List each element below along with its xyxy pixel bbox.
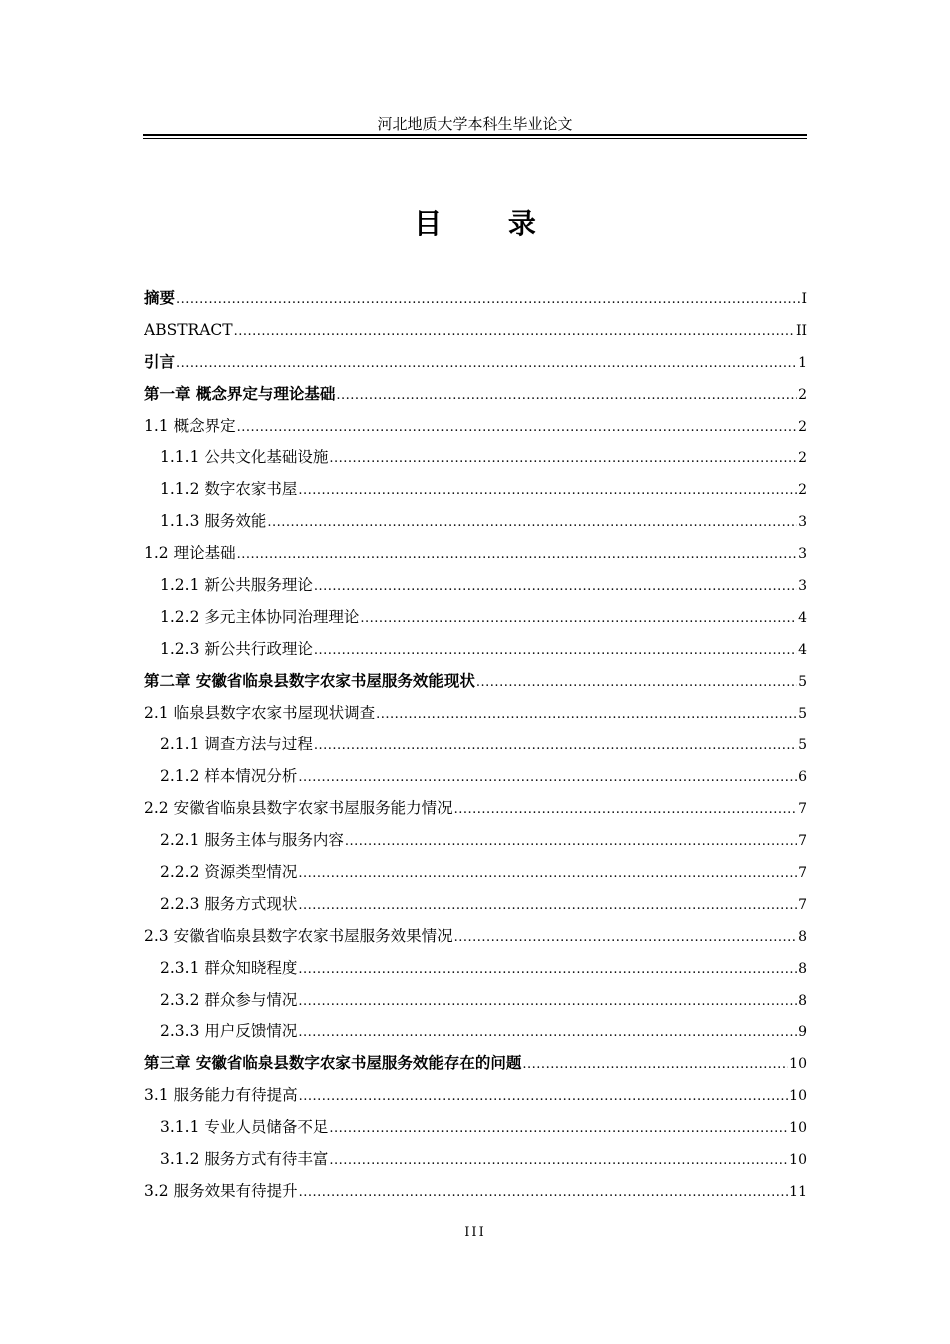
toc-entry-title: 3.2 服务效果有待提升	[144, 1181, 298, 1200]
dot-leader	[298, 986, 797, 1017]
dot-leader	[237, 412, 798, 443]
dot-leader	[298, 858, 797, 889]
toc-entry-title: 1.1.1 公共文化基础设施	[160, 448, 329, 467]
running-header: 河北地质大学本科生毕业论文	[377, 115, 573, 133]
toc-entry[interactable]	[144, 506, 807, 538]
toc-entry-page: 7	[798, 865, 807, 882]
toc-entry-page: 3	[798, 514, 807, 531]
toc-entry-title: 2.3.1 群众知晓程度	[160, 958, 298, 977]
toc-entry[interactable]	[144, 1048, 807, 1080]
toc-entry[interactable]	[144, 985, 807, 1017]
toc-entry-page: 2	[798, 386, 807, 403]
toc-entry[interactable]	[144, 538, 807, 570]
dot-leader	[360, 603, 797, 634]
dot-leader	[298, 475, 797, 506]
toc-entry-page: 7	[798, 833, 807, 850]
toc-entry-title: 2.3 安徽省临泉县数字农家书屋服务效果情况	[144, 926, 453, 945]
dot-leader	[454, 794, 797, 825]
dot-leader	[476, 667, 797, 698]
dot-leader	[329, 1145, 788, 1176]
toc-entry-title: 2.3.3 用户反馈情况	[160, 1022, 298, 1041]
toc-entry-title: 2.2 安徽省临泉县数字农家书屋服务能力情况	[144, 799, 453, 818]
toc-entry-page: 5	[798, 673, 807, 690]
toc-entry[interactable]	[144, 347, 807, 379]
toc-entry[interactable]	[144, 315, 807, 347]
toc-entry-title: 摘要	[144, 289, 176, 307]
toc-entry-title: 1.2 理论基础	[144, 544, 236, 563]
toc-entry[interactable]	[144, 411, 807, 443]
dot-leader	[345, 826, 797, 857]
dot-leader	[298, 890, 797, 921]
toc-entry-page: 7	[798, 801, 807, 818]
toc-entry-page: II	[795, 322, 807, 339]
dot-leader	[329, 1113, 788, 1144]
toc-entry[interactable]	[144, 761, 807, 793]
toc-entry-title: 1.1.2 数字农家书屋	[160, 480, 298, 499]
toc-entry-title: 第一章 概念界定与理论基础	[144, 384, 336, 403]
dot-leader	[329, 443, 797, 474]
dot-leader	[176, 348, 797, 379]
toc-entry-page: 4	[798, 609, 807, 626]
toc-entry-title: 2.1 临泉县数字农家书屋现状调查	[144, 703, 376, 722]
dot-leader	[314, 571, 797, 602]
toc-entry[interactable]	[144, 857, 807, 889]
toc-entry[interactable]	[144, 1080, 807, 1112]
toc-entry-title: 2.1.2 样本情况分析	[160, 767, 298, 786]
toc-entry[interactable]	[144, 570, 807, 602]
dot-leader	[314, 730, 797, 761]
dot-leader	[234, 316, 795, 347]
toc-entry-title: 1.2.3 新公共行政理论	[160, 639, 313, 658]
toc-entry[interactable]	[144, 1144, 807, 1176]
toc-entry-title: 1.2.1 新公共服务理论	[160, 576, 313, 595]
dot-leader	[376, 699, 797, 730]
toc-entry[interactable]	[144, 634, 807, 666]
dot-leader	[299, 1177, 789, 1208]
toc-entry-title: 第三章 安徽省临泉县数字农家书屋服务效能存在的问题	[144, 1054, 522, 1073]
dot-leader	[298, 1017, 797, 1048]
dot-leader	[298, 954, 797, 985]
toc-entry[interactable]	[144, 698, 807, 730]
toc-entry-page: 5	[798, 705, 807, 722]
toc-entry-page: 10	[789, 1120, 807, 1137]
toc-entry-page: 11	[789, 1183, 807, 1200]
toc-entry-page: 3	[798, 546, 807, 563]
dot-leader	[314, 635, 797, 666]
toc-entry-page: I	[801, 291, 807, 307]
dot-leader	[267, 507, 797, 538]
toc-entry-page: 8	[798, 928, 807, 945]
toc-entry-title: 1.1 概念界定	[144, 416, 236, 435]
table-of-contents	[144, 283, 807, 1208]
dot-leader	[298, 762, 797, 793]
dot-leader	[522, 1049, 788, 1080]
toc-entry[interactable]	[144, 889, 807, 921]
toc-entry-title: 第二章 安徽省临泉县数字农家书屋服务效能现状	[144, 671, 475, 690]
toc-entry[interactable]	[144, 953, 807, 985]
toc-entry-page: 5	[798, 737, 807, 754]
dot-leader	[176, 284, 800, 315]
toc-entry-title: 1.1.3 服务效能	[160, 512, 267, 531]
toc-entry[interactable]	[144, 825, 807, 857]
toc-entry[interactable]	[144, 921, 807, 953]
dot-leader	[299, 1081, 789, 1112]
toc-entry-title: 2.1.1 调查方法与过程	[160, 735, 313, 754]
toc-entry-page: 6	[798, 769, 807, 786]
toc-entry-page: 2	[798, 482, 807, 499]
toc-entry-page: 10	[789, 1056, 807, 1073]
toc-entry-title: 2.2.3 服务方式现状	[160, 894, 298, 913]
toc-entry-page: 3	[798, 578, 807, 595]
toc-entry-page: 10	[789, 1152, 807, 1169]
toc-entry-page: 2	[798, 450, 807, 467]
dot-leader	[336, 380, 797, 411]
toc-entry[interactable]	[144, 666, 807, 698]
toc-entry[interactable]	[144, 793, 807, 825]
toc-entry[interactable]	[144, 379, 807, 411]
toc-entry[interactable]	[144, 283, 807, 315]
dot-leader	[237, 539, 798, 570]
toc-entry[interactable]	[144, 1016, 807, 1048]
toc-entry[interactable]	[144, 1112, 807, 1144]
toc-entry[interactable]	[144, 474, 807, 506]
toc-entry[interactable]	[144, 602, 807, 634]
page-number: III	[464, 1225, 486, 1240]
toc-entry-title: 2.3.2 群众参与情况	[160, 990, 298, 1009]
header-rule-thin	[143, 138, 807, 139]
toc-entry-title: 3.1.2 服务方式有待丰富	[160, 1150, 329, 1169]
toc-entry-page: 1	[798, 354, 807, 371]
toc-entry-title: 1.2.2 多元主体协同治理理论	[160, 607, 360, 626]
toc-entry-page: 4	[798, 641, 807, 658]
toc-entry-page: 8	[798, 992, 807, 1009]
dot-leader	[454, 922, 797, 953]
toc-entry[interactable]	[144, 1176, 807, 1208]
toc-entry-title: 2.2.2 资源类型情况	[160, 863, 298, 882]
toc-entry-page: 7	[798, 896, 807, 913]
toc-entry-title: 3.1.1 专业人员储备不足	[160, 1118, 329, 1137]
toc-entry[interactable]	[144, 729, 807, 761]
toc-entry-page: 10	[789, 1088, 807, 1105]
toc-title: 目 录	[414, 207, 564, 240]
toc-entry[interactable]	[144, 442, 807, 474]
toc-entry-title: 引言	[144, 352, 176, 371]
toc-entry-title: 2.2.1 服务主体与服务内容	[160, 831, 344, 850]
toc-entry-title: 3.1 服务能力有待提高	[144, 1086, 298, 1105]
toc-entry-page: 8	[798, 960, 807, 977]
toc-entry-title: ABSTRACT	[144, 320, 233, 339]
toc-entry-page: 2	[798, 418, 807, 435]
header-rule	[143, 134, 807, 136]
toc-entry-page: 9	[798, 1024, 807, 1041]
